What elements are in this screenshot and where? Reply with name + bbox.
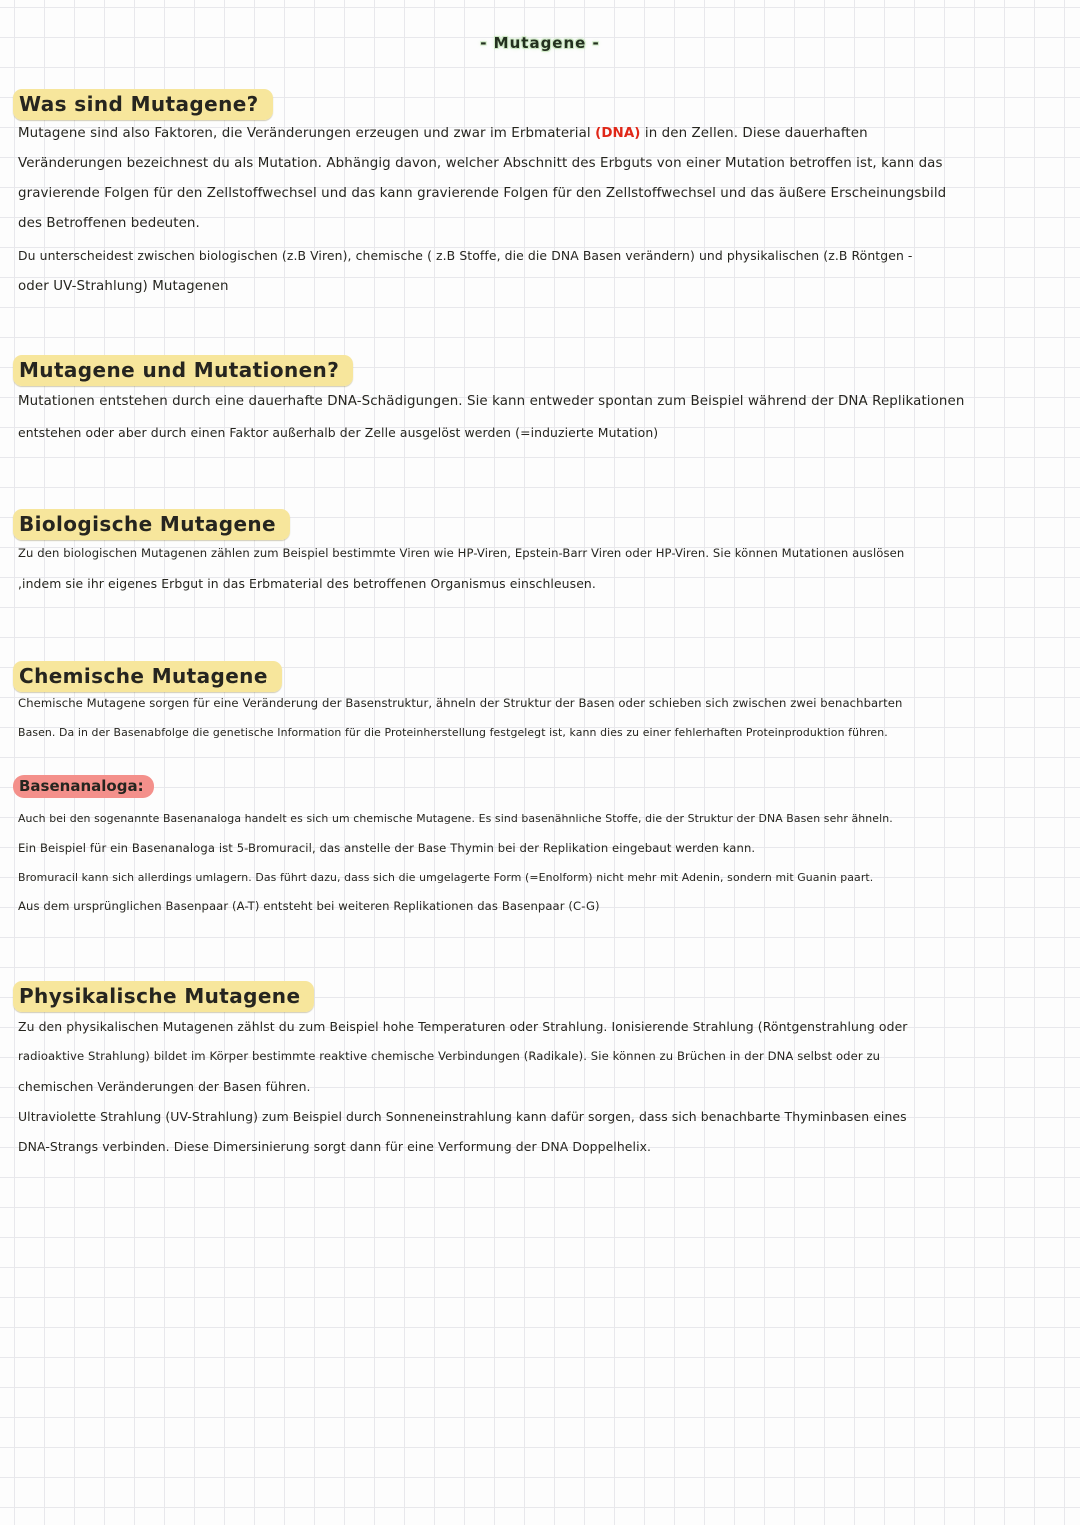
- text-line: entstehen oder aber durch einen Faktor außerhalb der Zelle ausgelöst werden (=induzierte Mutation): [18, 425, 659, 440]
- heading-highlight: Chemische Mutagene: [13, 661, 282, 692]
- text-line: oder UV-Strahlung) Mutagenen: [18, 279, 229, 294]
- text-line: Ein Beispiel für ein Basenanaloga ist 5-Bromuracil, das anstelle der Base Thymin bei der Replikation eingebaut werden kann.: [18, 841, 756, 855]
- text-line: Bromuracil kann sich allerdings umlagern. Das führt dazu, dass sich die umgelagerte Form (=Enolform) nicht mehr mit Adenin, sondern mit Guanin paart.: [18, 871, 874, 884]
- heading-chemische-mutagene: [13, 664, 282, 688]
- heading-mutagene-und-mutationen: [13, 358, 353, 382]
- heading-highlight: Mutagene und Mutationen?: [13, 355, 353, 386]
- text-line: Zu den biologischen Mutagenen zählen zum Beispiel bestimmte Viren wie HP-Viren, Epstein-Barr Viren oder HP-Viren. Sie können Mutationen auslösen: [18, 546, 905, 560]
- dna-accent: (DNA): [595, 126, 641, 141]
- text-line: radioaktive Strahlung) bildet im Körper bestimmte reaktive chemische Verbindungen (Radikale). Sie können zu Brüchen in der DNA selbst oder zu: [18, 1049, 881, 1063]
- heading-highlight: Physikalische Mutagene: [13, 981, 314, 1012]
- text-line: chemischen Veränderungen der Basen führen.: [18, 1079, 311, 1094]
- basenanaloga-highlight: Basenanaloga:: [13, 775, 154, 798]
- text-line: Veränderungen bezeichnest du als Mutation. Abhängig davon, welcher Abschnitt des Erbguts von einer Mutation betroffen ist, kann das: [18, 156, 943, 171]
- text-line: Basen. Da in der Basenabfolge die genetische Information für die Proteinherstellung festgelegt ist, kann dies zu einer fehlerhaften Proteinproduktion führen.: [18, 726, 888, 739]
- text-line: des Betroffenen bedeuten.: [18, 216, 200, 231]
- text-line: Mutationen entstehen durch eine dauerhafte DNA-Schädigungen. Sie kann entweder spontan zum Beispiel während der DNA Replikationen: [18, 394, 965, 409]
- heading-highlight: Biologische Mutagene: [13, 509, 290, 540]
- text-line: DNA-Strangs verbinden. Diese Dimersinierung sorgt dann für eine Verformung der DNA Doppelhelix.: [18, 1139, 652, 1154]
- text-line: Auch bei den sogenannte Basenanaloga handelt es sich um chemische Mutagene. Es sind basenähnliche Stoffe, die der Struktur der DNA Basen sehr ähneln.: [18, 812, 893, 825]
- heading-physikalische-mutagene: [13, 984, 314, 1008]
- text-line: Chemische Mutagene sorgen für eine Veränderung der Basenstruktur, ähneln der Struktur der Basen oder schieben sich zwischen zwei benachbarten: [18, 696, 903, 710]
- heading-was-sind-mutagene: [13, 92, 273, 116]
- text-line: gravierende Folgen für den Zellstoffwechsel und das kann gravierende Folgen für den Zellstoffwechsel und das äußere Erscheinungsbild: [18, 186, 947, 201]
- basenanaloga-label: [13, 777, 154, 795]
- heading-highlight: Was sind Mutagene?: [13, 89, 273, 120]
- text-line: Ultraviolette Strahlung (UV-Strahlung) zum Beispiel durch Sonneneinstrahlung kann dafür sorgen, dass sich benachbarte Thyminbasen eines: [18, 1109, 907, 1124]
- page-title-row: [0, 33, 1080, 52]
- heading-biologische-mutagene: [13, 512, 290, 536]
- text-line: ,indem sie ihr eigenes Erbgut in das Erbmaterial des betroffenen Organismus einschleusen.: [18, 576, 596, 591]
- text-line: Du unterscheidest zwischen biologischen (z.B Viren), chemische ( z.B Stoffe, die die DNA Basen verändern) und physikalischen (z.B Röntgen -: [18, 248, 913, 263]
- text-line: Aus dem ursprünglichen Basenpaar (A-T) entsteht bei weiteren Replikationen das Basenpaar (C-G): [18, 899, 600, 913]
- page-title: - Mutagene -: [480, 34, 600, 52]
- text-line: Zu den physikalischen Mutagenen zählst du zum Beispiel hohe Temperaturen oder Strahlung. Ionisierende Strahlung (Röntgenstrahlung oder: [18, 1019, 908, 1034]
- text-line: [18, 126, 868, 141]
- text-segment: Mutagene sind also Faktoren, die Veränderungen erzeugen und zwar im Erbmaterial: [18, 126, 596, 141]
- text-segment: in den Zellen. Diese dauerhaften: [640, 126, 868, 141]
